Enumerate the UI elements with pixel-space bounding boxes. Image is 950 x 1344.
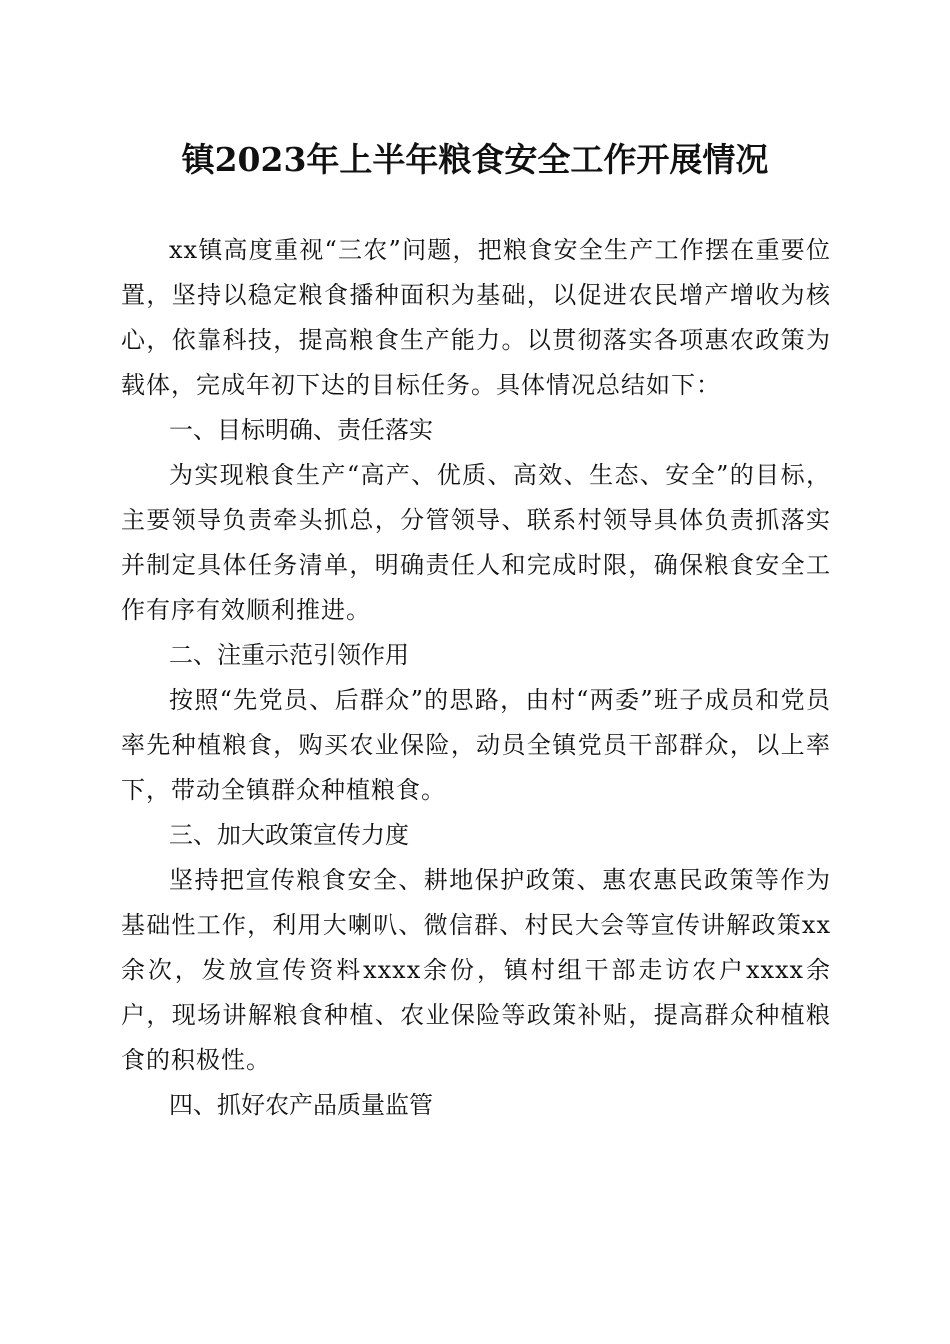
document-title: 镇2023年上半年粮食安全工作开展情况: [181, 140, 769, 179]
document-body: [121, 228, 831, 1128]
section-paragraph-2: 按照“先党员、后群众”的思路，由村“两委”班子成员和党员率先种植粮食，购买农业保险，动员全镇党员干部群众，以上率下，带动全镇群众种植粮食。: [121, 686, 831, 804]
section-heading-1: 一、目标明确、责任落实: [169, 416, 433, 444]
section-heading-2: 二、注重示范引领作用: [169, 641, 409, 669]
section-heading-3: 三、加大政策宣传力度: [169, 821, 409, 849]
section-heading-4: 四、抓好农产品质量监管: [169, 1091, 433, 1119]
intro-paragraph: xx镇高度重视“三农”问题，把粮食安全生产工作摆在重要位置，坚持以稳定粮食播种面积为基础，以促进农民增产增收为核心，依靠科技，提高粮食生产能力。以贯彻落实各项惠农政策为载体，完成年初下达的目标任务。具体情况总结如下：: [121, 236, 831, 399]
section-paragraph-3: 坚持把宣传粮食安全、耕地保护政策、惠农惠民政策等作为基础性工作，利用大喇叭、微信群、村民大会等宣传讲解政策xx余次，发放宣传资料xxxx余份，镇村组干部走访农户xxxx余户，现场讲解粮食种植、农业保险等政策补贴，提高群众种植粮食的积极性。: [121, 866, 831, 1074]
section-paragraph-1: 为实现粮食生产“高产、优质、高效、生态、安全”的目标，主要领导负责牵头抓总，分管领导、联系村领导具体负责抓落实并制定具体任务清单，明确责任人和完成时限，确保粮食安全工作有序有效顺利推进。: [121, 461, 831, 624]
